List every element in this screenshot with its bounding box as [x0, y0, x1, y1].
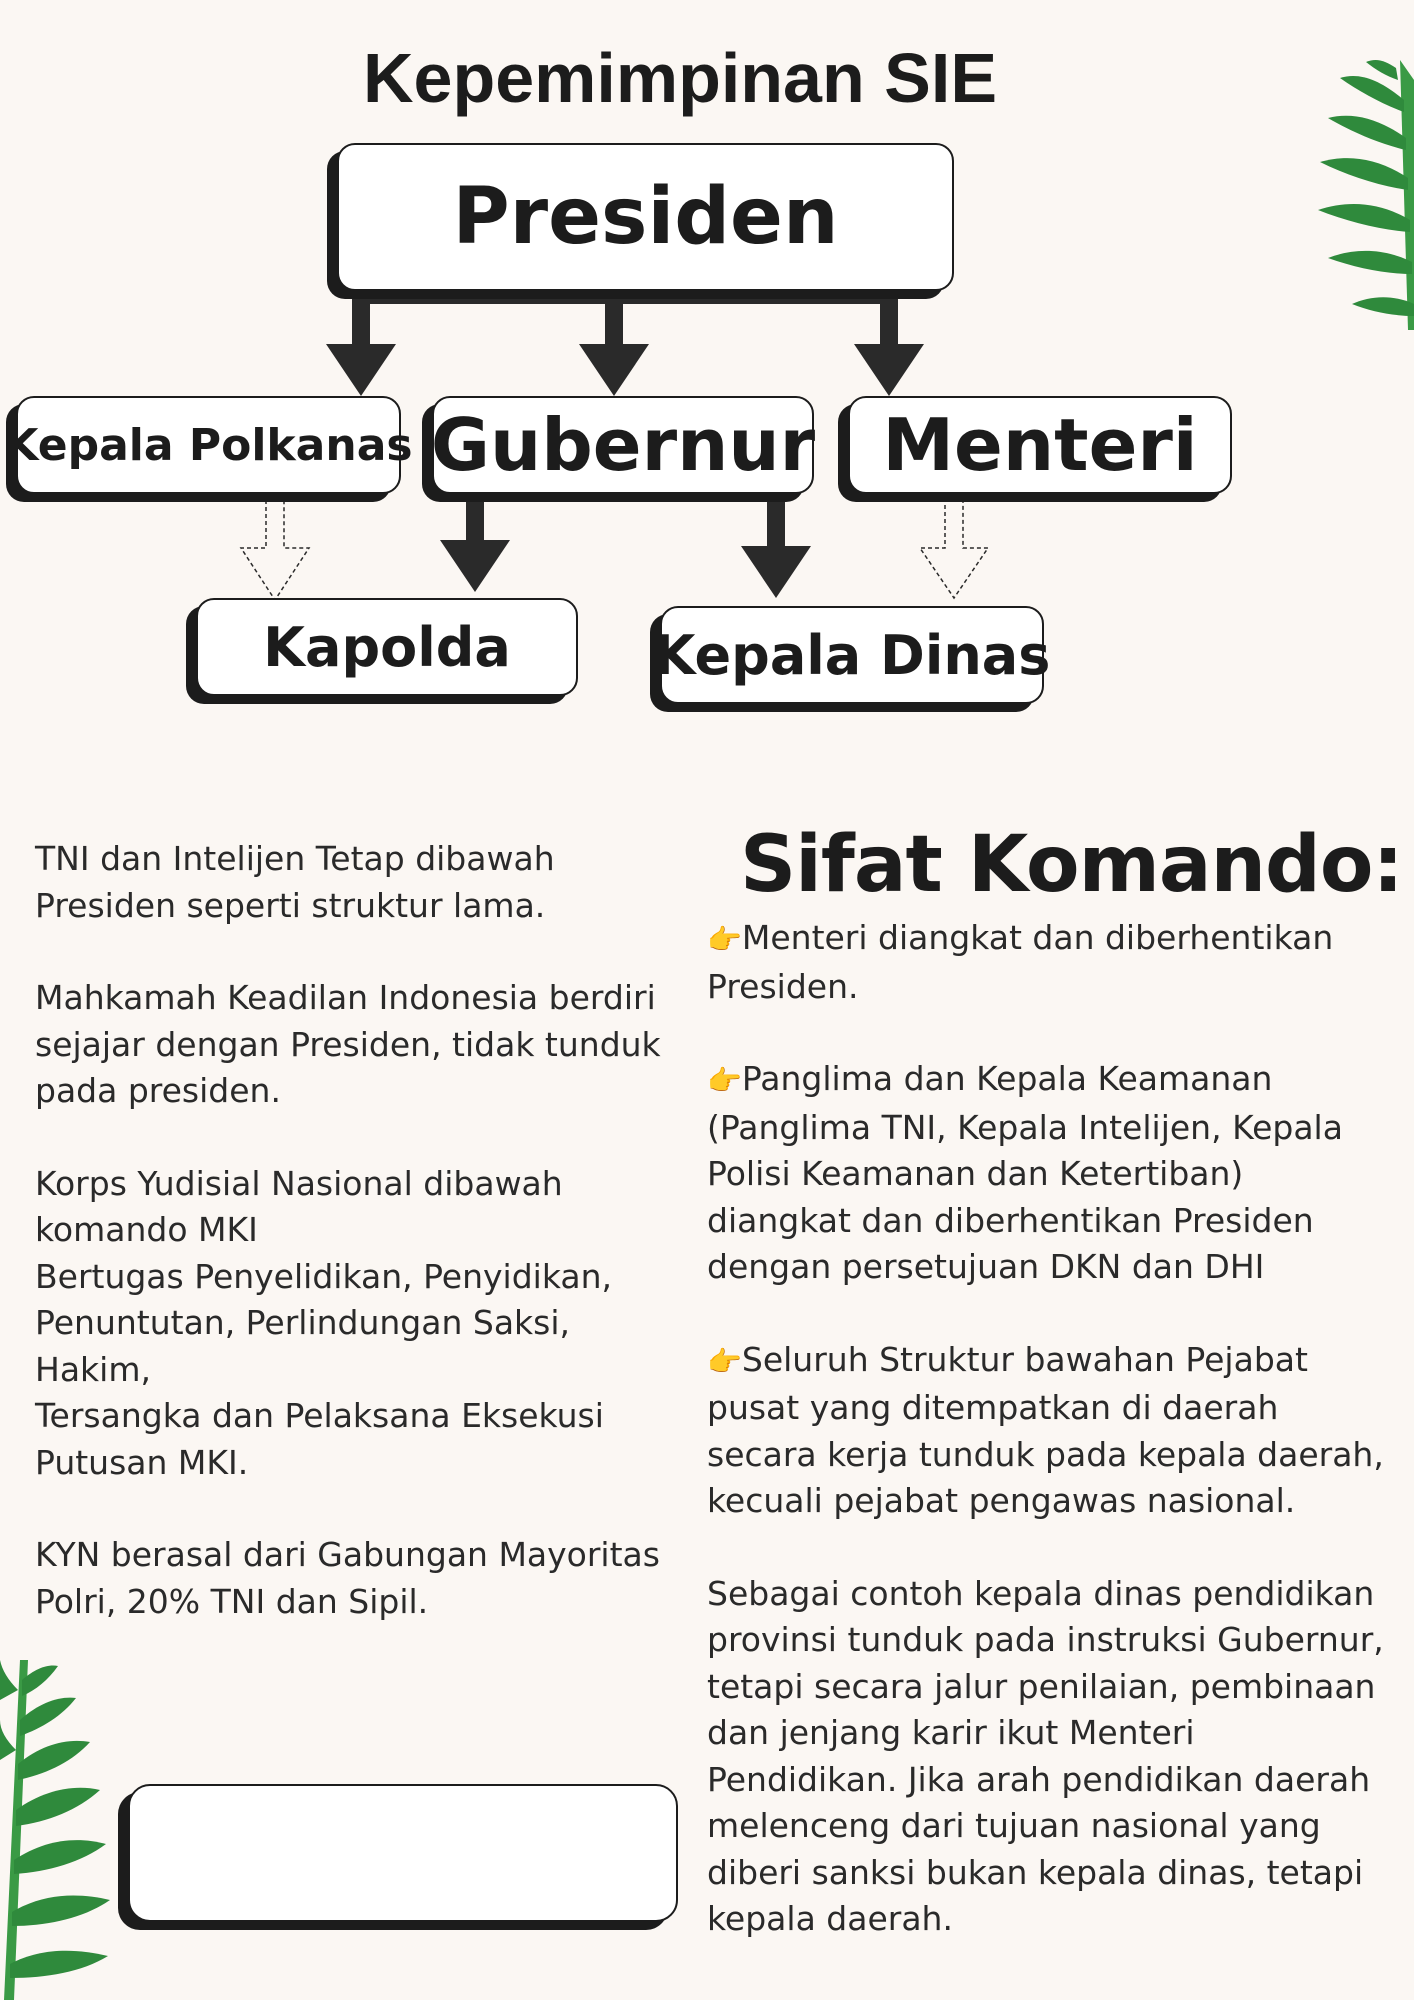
kapolda-label: Kapolda [263, 615, 511, 679]
komando-point-3 [707, 1337, 1387, 1525]
pointing-hand-icon: 👉 [707, 923, 742, 956]
solid-arrows-gubernur [440, 494, 811, 598]
presiden-label: Presiden [452, 172, 839, 262]
komando-point-1 [707, 915, 1387, 1010]
kapolda-box [196, 598, 578, 696]
gubernur-box [432, 396, 814, 494]
menteri-box [848, 396, 1232, 494]
note-mahkamah: Mahkamah Keadilan Indonesia berdiri sejajar dengan Presiden, tidak tunduk pada presiden. [35, 978, 661, 1110]
pointing-hand-icon: 👉 [707, 1064, 742, 1097]
dashed-arrow-polkanas-kapolda [241, 500, 309, 600]
note-korps-yudisial: Korps Yudisial Nasional dibawah komando MKI Bertugas Penyelidikan, Penyidikan, Penuntutan, Perlindungan Saksi, Hakim, Tersangka dan Pelaksana Eksekusi Putusan MKI. [35, 1163, 613, 1482]
pointing-hand-icon: 👉 [707, 1344, 742, 1378]
gubernur-label: Gubernur [430, 403, 816, 487]
leaf-bottom-left-icon [0, 1660, 120, 2000]
dashed-arrow-menteri-kepaladinas [920, 498, 988, 598]
empty-box [128, 1784, 678, 1922]
kepala-polkanas-box [4, 396, 413, 494]
solid-connector-presiden [326, 286, 924, 396]
note-tni-intelijen: TNI dan Intelijen Tetap dibawah Presiden seperti struktur lama. [35, 839, 555, 925]
menteri-label: Menteri [882, 403, 1198, 487]
kepala-dinas-box [653, 606, 1051, 704]
komando-point-2 [707, 1056, 1387, 1291]
kepala-dinas-label: Kepala Dinas [653, 623, 1051, 687]
left-notes [35, 836, 695, 1671]
kepala-polkanas-label: Kepala Polkanas [4, 419, 413, 471]
komando-point-1-text: Menteri diangkat dan diberhentikan Presiden. [707, 918, 1334, 1006]
page-title: Kepemimpinan SIE [362, 39, 998, 117]
presiden-box [337, 143, 954, 291]
komando-point-3-text: Seluruh Struktur bawahan Pejabat pusat yang ditempatkan di daerah secara kerja tunduk pada kepala daerah, kecuali pejabat pengawas nasional. [707, 1339, 1384, 1520]
komando-example: Sebagai contoh kepala dinas pendidikan provinsi tunduk pada instruksi Gubernur, tetapi secara jalur penilaian, pembinaan dan jenjang karir ikut Menteri Pendidikan. Jika arah pendidikan daerah melenceng dari tujuan nasional yang diberi sanksi bukan kepala dinas, tetapi kepala daerah. [707, 1573, 1384, 1938]
note-kyn: KYN berasal dari Gabungan Mayoritas Polri, 20% TNI dan Sipil. [35, 1535, 660, 1621]
komando-point-2-text: Panglima dan Kepala Keamanan (Panglima TNI, Kepala Intelijen, Kepala Polisi Keamanan dan Ketertiban) diangkat dan diberhentikan Presiden dengan persetujuan DKN dan DHI [707, 1059, 1343, 1286]
sifat-komando-heading: Sifat Komando: [740, 820, 1403, 910]
leaf-top-right-icon [1300, 60, 1414, 330]
sifat-komando-list [707, 915, 1387, 1989]
